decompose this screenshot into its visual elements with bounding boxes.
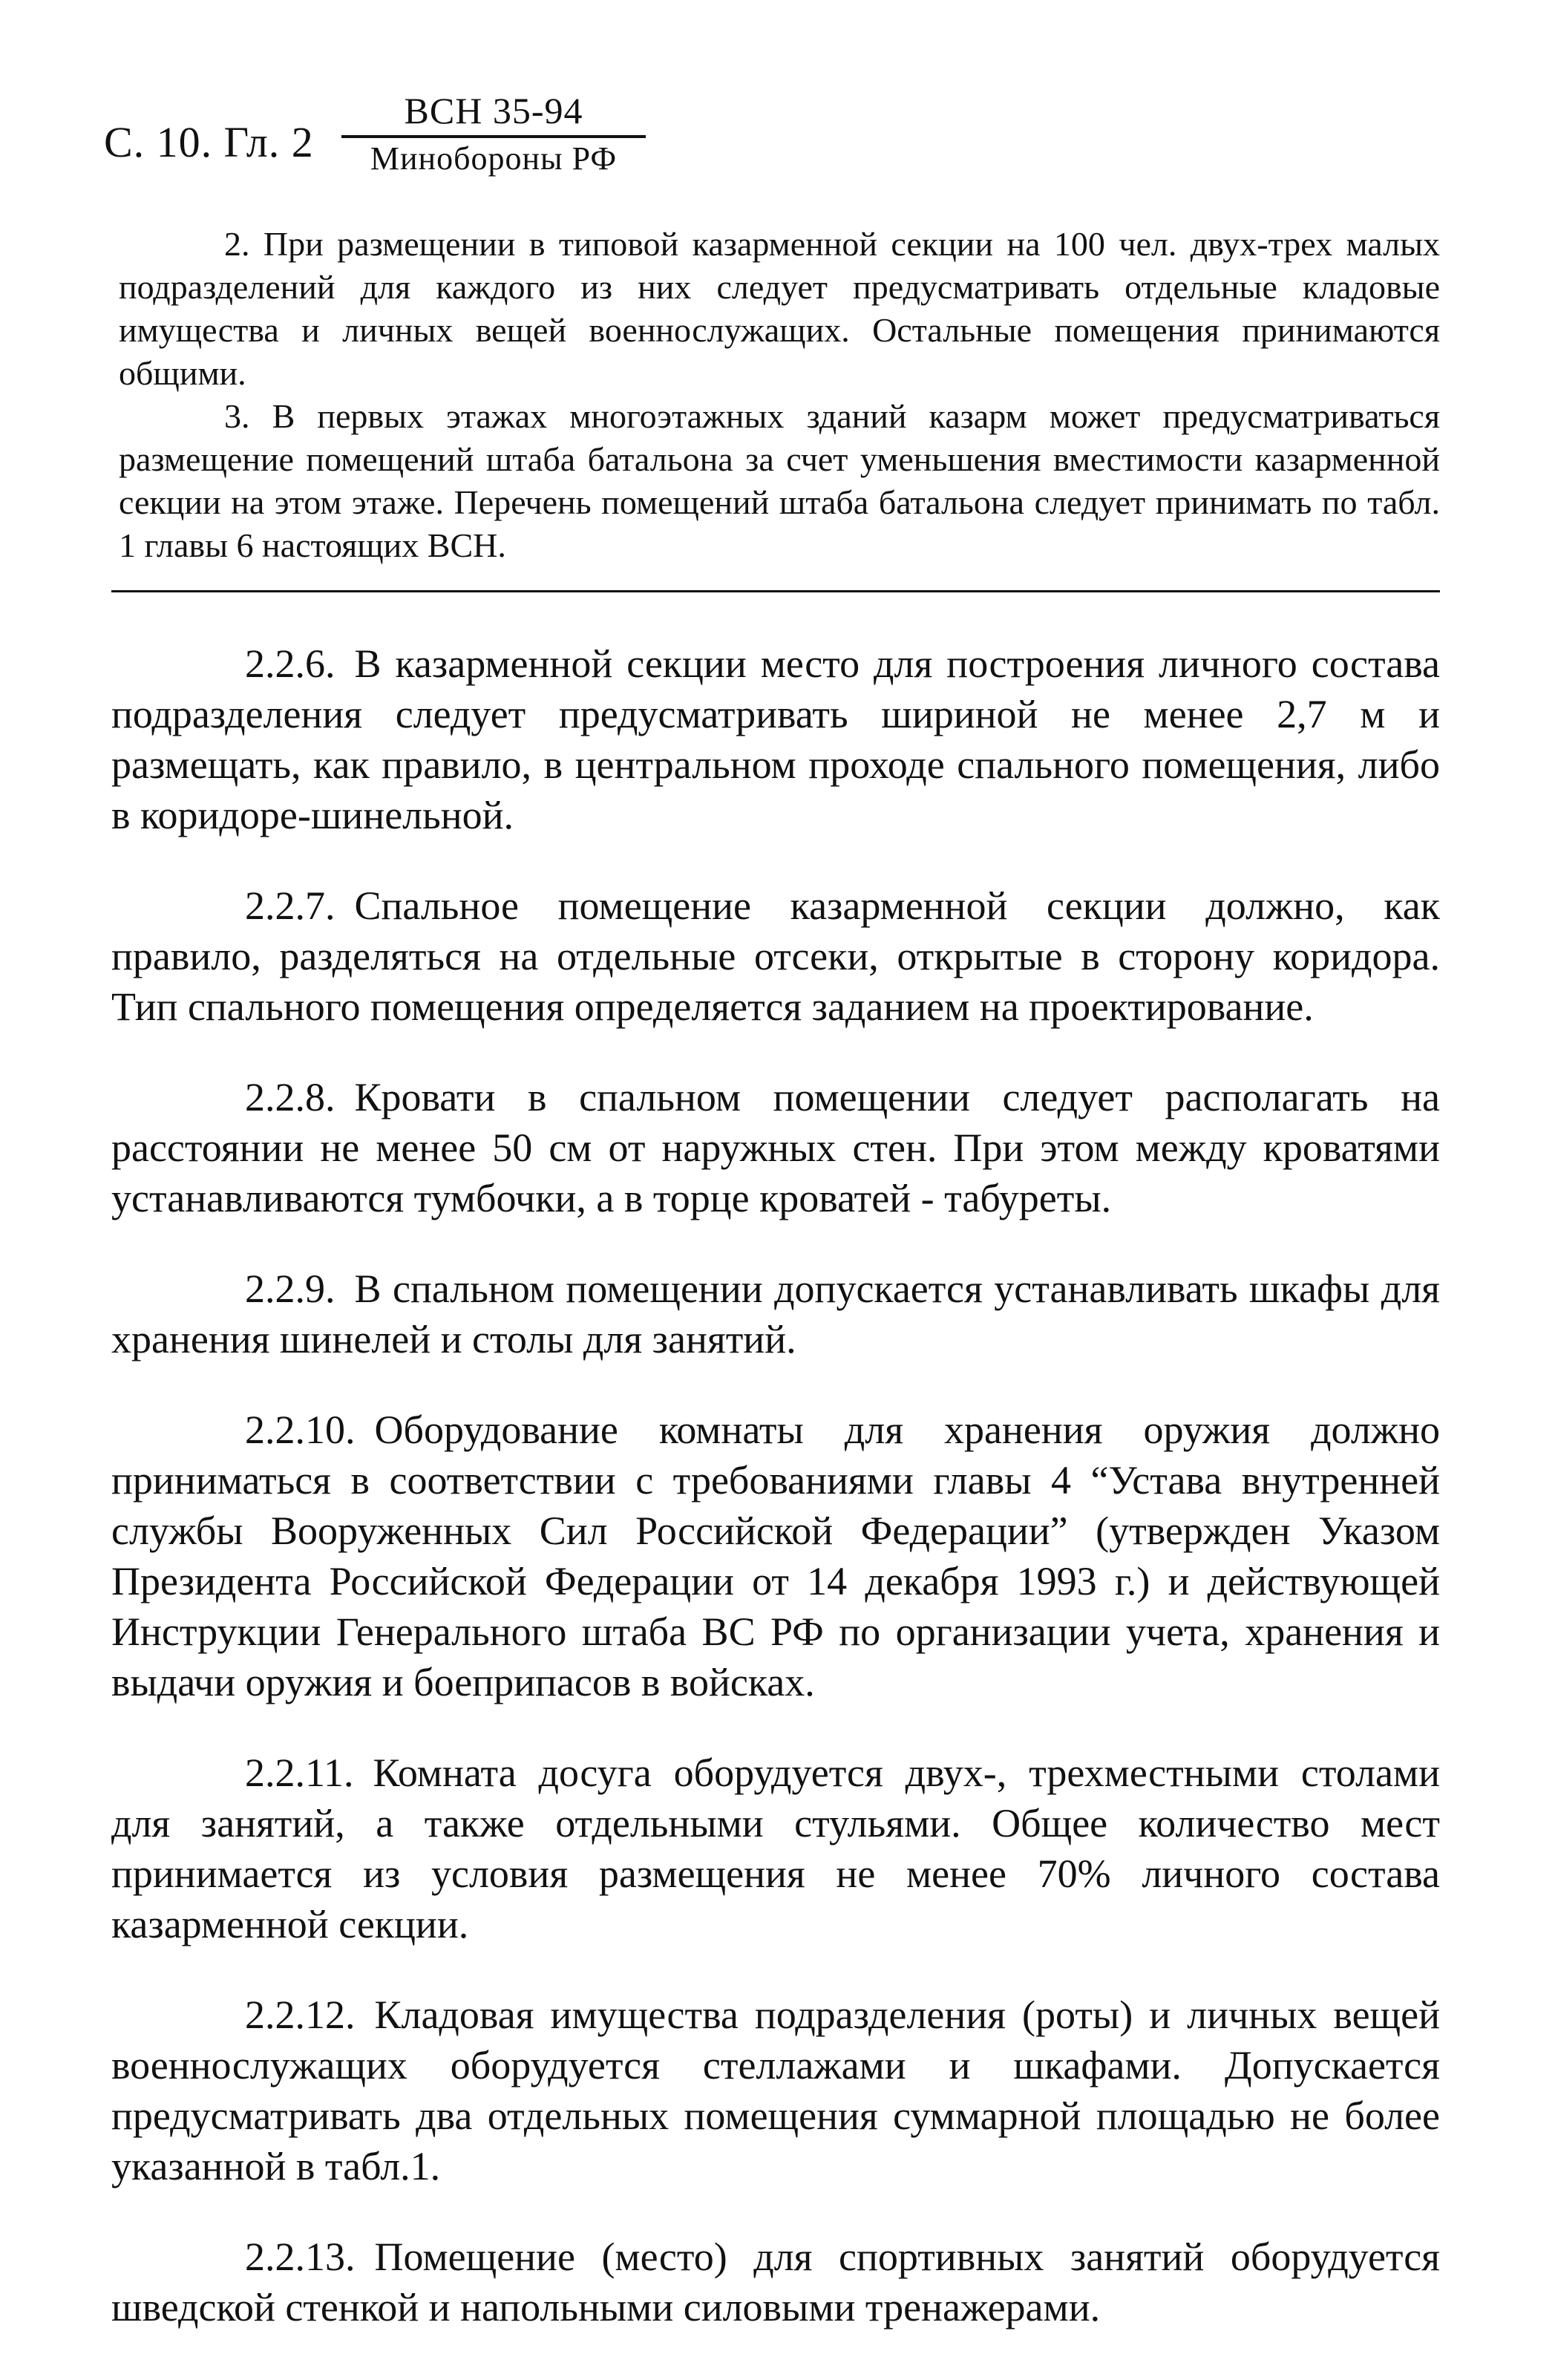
section-2-2-13 (111, 2232, 1440, 2332)
section-2-2-11 (111, 1748, 1440, 1949)
note-paragraph: 3. В первых этажах многоэтажных зданий казарм может предусматриваться размещение помещений штаба батальона за счет уменьшения вместимости казарменной секции на этом этаже. Перечень помещений штаба батальона следует принимать по табл. 1 главы 6 настоящих ВСН. (119, 397, 1440, 564)
section-text: Помещение (место) для спортивных занятий оборудуется шведской стенкой и напольными силовыми тренажерами. (111, 2234, 1440, 2330)
section-number: 2.2.11. (245, 1750, 354, 1795)
notes-block (119, 223, 1440, 567)
section-text: Кладовая имущества подразделения (роты) и личных вещей военнослужащих оборудуется стеллажами и шкафами. Допускается предусматривать два отдельных помещения суммарной площадью не более указанной в табл.1. (111, 1992, 1440, 2188)
section-text: Оборудование комнаты для хранения оружия должно приниматься в соответствии с требованиями главы 4 “Устава внутренней службы Вооруженных Сил Российской Федерации” (утвержден Указом Президента Российской Федерации от 14 декабря 1993 г.) и действующей Инструкции Генерального штаба ВС РФ по организации учета, хранения и выдачи оружия и боеприпасов в войсках. (111, 1408, 1440, 1704)
section-number: 2.2.12. (245, 1992, 356, 2037)
section-2-2-6 (111, 638, 1440, 840)
section-2-2-12 (111, 1990, 1440, 2191)
issuer-name: Минобороны РФ (370, 140, 618, 177)
section-2-2-9 (111, 1263, 1440, 1364)
section-text: Спальное помещение казарменной секции должно, как правило, разделяться на отдельные отсеки, открытые в сторону коридора. Тип спального помещения определяется заданием на проектирование. (111, 883, 1440, 1029)
section-text: В спальном помещении допускается устанавливать шкафы для хранения шинелей и столы для занятий. (111, 1266, 1440, 1361)
section-text: Комната досуга оборудуется двух-, трехместными столами для занятий, а также отдельными стульями. Общее количество мест принимается из условия размещения не менее 70% личного состава казарменной секции. (111, 1750, 1440, 1946)
section-number: 2.2.6. (245, 641, 335, 686)
note-paragraph: 2. При размещении в типовой казарменной секции на 100 чел. двух-трех малых подразделений для каждого из них следует предусматривать отдельные кладовые имущества и личных вещей военнослужащих. Остальные помещения принимаются общими. (119, 225, 1440, 392)
header-doc-stamp (341, 88, 646, 180)
section-number: 2.2.7. (245, 883, 335, 928)
section-number: 2.2.8. (245, 1075, 335, 1119)
section-2-2-10 (111, 1405, 1440, 1707)
section-number: 2.2.13. (245, 2234, 356, 2279)
section-number: 2.2.9. (245, 1266, 335, 1311)
section-divider (111, 590, 1440, 592)
section-2-2-8 (111, 1072, 1440, 1223)
section-text: Кровати в спальном помещении следует располагать на расстоянии не менее 50 см от наружных стен. При этом между кроватями устанавливаются тумбочки, а в торце кроватей - табуреты. (111, 1075, 1440, 1220)
doc-code: ВСН 35-94 (341, 88, 646, 138)
sections-block (111, 638, 1440, 2373)
section-number: 2.2.10. (245, 1408, 356, 1452)
page-label: С. 10. Гл. 2 (104, 118, 314, 166)
section-text: В казарменной секции место для построения личного состава подразделения следует предусматривать шириной не менее 2,7 м и размещать, как правило, в центральном проходе спального помещения, либо в коридоре-шинельной. (111, 641, 1440, 837)
section-2-2-7 (111, 880, 1440, 1032)
page-header (104, 88, 698, 184)
